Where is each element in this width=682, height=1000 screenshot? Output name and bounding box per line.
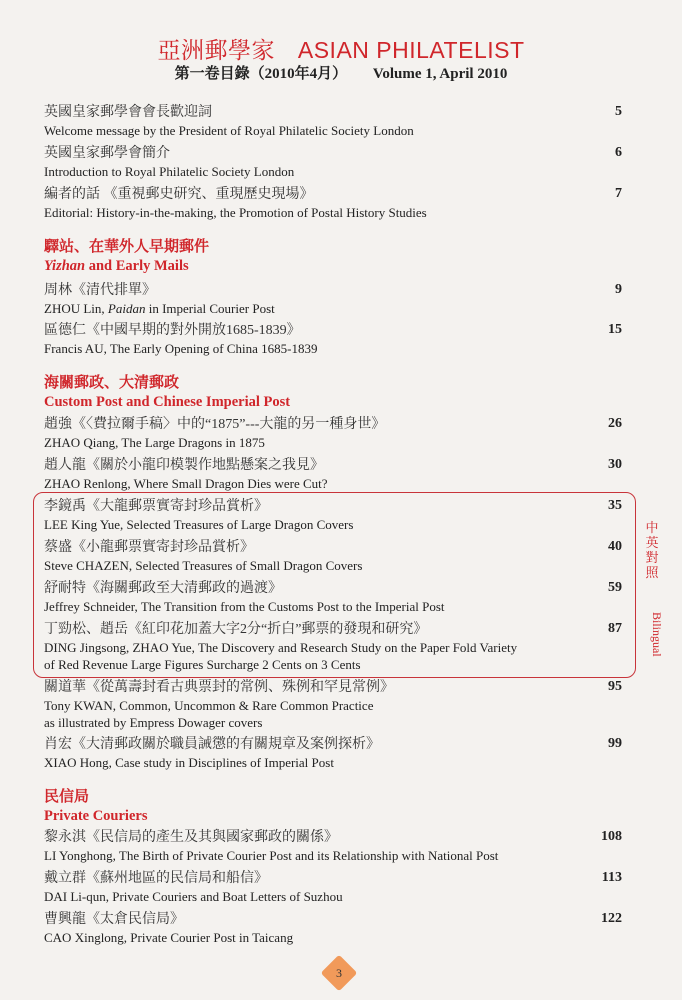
entry-title-en: Editorial: History-in-the-making, the Promotion of Postal History Studies	[44, 205, 427, 220]
toc-entry[interactable]	[44, 104, 634, 139]
entry-page-number: 108	[601, 829, 622, 844]
entry-title-zh: 蔡盛《小龍郵票實寄封珍品賞析》	[44, 540, 254, 555]
entry-title-en: DAI Li-qun, Private Couriers and Boat Letters of Suzhou	[44, 889, 343, 904]
toc-entry[interactable]	[44, 539, 634, 574]
entry-page-number: 99	[608, 736, 622, 751]
section-heading-zh: 驛站、在華外人早期郵件	[44, 239, 210, 255]
toc-entry[interactable]	[44, 736, 634, 771]
section-heading-custom-post	[44, 373, 634, 412]
toc-entry[interactable]	[44, 911, 634, 946]
section-heading-en: Custom Post and Chinese Imperial Post	[44, 394, 291, 410]
entry-page-number: 26	[608, 416, 622, 431]
toc-entry[interactable]	[44, 679, 634, 731]
section-heading-private-couriers	[44, 787, 634, 826]
entry-title-zh: 黎永淇《民信局的產生及其與國家郵政的關係》	[44, 830, 338, 845]
toc-entry[interactable]	[44, 282, 634, 317]
entry-title-en: LEE King Yue, Selected Treasures of Large Dragon Covers	[44, 517, 354, 532]
entry-page-number: 113	[601, 870, 622, 885]
entry-title-zh: 曹興龍《太倉民信局》	[44, 912, 184, 927]
section-heading-en-text: and Early Mails	[88, 258, 189, 274]
entry-title-en: Francis AU, The Early Opening of China 1685-1839	[44, 341, 318, 356]
entry-title-en: DING Jingsong, ZHAO Yue, The Discovery and Research Study on the Paper Fold Variety	[44, 640, 518, 655]
entry-title-en	[44, 300, 634, 317]
toc-entry[interactable]	[44, 186, 634, 221]
section-heading-zh: 海關郵政、大清郵政	[44, 375, 180, 391]
entry-title-en: Welcome message by the President of Royal Philatelic Society London	[44, 123, 414, 138]
entry-page-number: 5	[615, 104, 622, 119]
journal-title	[0, 32, 682, 65]
toc-entry[interactable]	[44, 145, 634, 180]
entry-title-zh: 戴立群《蘇州地區的民信局和船信》	[44, 871, 268, 886]
entry-title-zh: 編者的話 《重視郵史研究、重現歷史現場》	[44, 187, 314, 202]
entry-title-zh: 趙強《〈費拉爾手稿〉中的“1875”---大龍的另一種身世》	[44, 417, 386, 432]
section-heading-italic: Yizhan	[44, 258, 86, 274]
entry-title-zh: 趙人龍《關於小龍印模製作地點懸案之我見》	[44, 458, 324, 473]
entry-title-zh: 丁勁松、趙岳《紅印花加蓋大字2分“折白”郵票的發現和研究》	[44, 622, 428, 637]
toc-entry[interactable]	[44, 621, 634, 673]
toc-entry[interactable]	[44, 580, 634, 615]
entry-author: ZHOU Lin,	[44, 301, 105, 316]
entry-page-number: 59	[608, 580, 622, 595]
entry-italic-term: Paidan	[107, 301, 146, 316]
toc-entry[interactable]	[44, 870, 634, 905]
entry-page-number: 15	[608, 322, 622, 337]
entry-page-number: 95	[608, 679, 622, 694]
entry-title-en: Tony KWAN, Common, Uncommon & Rare Common Practice	[44, 698, 374, 713]
entry-title-zh: 肖宏《大清郵政關於職員誡懲的有關規章及案例探析》	[44, 737, 380, 752]
section-heading-yizhan	[44, 237, 634, 276]
entry-title-en-continued: as illustrated by Empress Dowager covers	[44, 715, 263, 730]
toc-entry[interactable]	[44, 457, 634, 492]
entry-title-zh: 區德仁《中國早期的對外開放1685-1839》	[44, 323, 301, 338]
entry-page-number: 7	[615, 186, 622, 201]
entry-page-number: 6	[615, 145, 622, 160]
entry-title-en: ZHAO Renlong, Where Small Dragon Dies were Cut?	[44, 476, 328, 491]
entry-title-zh: 關道華《從萬壽封看古典票封的常例、殊例和罕見常例》	[44, 680, 394, 695]
entry-page-number: 87	[608, 621, 622, 636]
entry-page-number: 40	[608, 539, 622, 554]
entry-title-en: XIAO Hong, Case study in Disciplines of Imperial Post	[44, 755, 334, 770]
bilingual-label-en: Bilingual	[650, 612, 664, 657]
page-number: 3	[336, 966, 342, 980]
toc-entry[interactable]	[44, 829, 634, 864]
volume-subtitle-zh: 第一卷目錄（2010年4月）	[174, 66, 348, 82]
entry-title-zh: 李鏡禹《大龍郵票實寄封珍品賞析》	[44, 499, 268, 514]
journal-title-zh: 亞洲郵學家	[157, 37, 275, 63]
entry-title-en: Introduction to Royal Philatelic Society London	[44, 164, 295, 179]
toc-entry[interactable]	[44, 322, 634, 357]
entry-title-rest: in Imperial Courier Post	[148, 301, 275, 316]
entry-page-number: 30	[608, 457, 622, 472]
entry-page-number: 35	[608, 498, 622, 513]
entry-title-zh: 舒耐特《海關郵政至大清郵政的過渡》	[44, 581, 282, 596]
entry-title-en-continued: of Red Revenue Large Figures Surcharge 2 Cents on 3 Cents	[44, 657, 361, 672]
volume-subtitle	[0, 62, 682, 83]
entry-page-number: 122	[601, 911, 622, 926]
entry-title-zh: 英國皇家郵學會會長歡迎詞	[44, 105, 212, 120]
entry-title-en: ZHAO Qiang, The Large Dragons in 1875	[44, 435, 265, 450]
page-number-badge	[321, 955, 358, 992]
entry-page-number: 9	[615, 282, 622, 297]
entry-title-zh: 周林《清代排單》	[44, 283, 156, 298]
section-heading-en	[44, 257, 634, 276]
toc-entry[interactable]	[44, 498, 634, 533]
bilingual-label-zh: 中英對照	[645, 520, 659, 580]
volume-subtitle-en: Volume 1, April 2010	[372, 66, 508, 82]
section-heading-en: Private Couriers	[44, 808, 148, 824]
entry-title-en: CAO Xinglong, Private Courier Post in Taicang	[44, 930, 294, 945]
toc-entry[interactable]	[44, 416, 634, 451]
section-heading-zh: 民信局	[44, 789, 90, 805]
entry-title-en: Steve CHAZEN, Selected Treasures of Small Dragon Covers	[44, 558, 363, 573]
entry-title-en: Jeffrey Schneider, The Transition from the Customs Post to the Imperial Post	[44, 599, 445, 614]
entry-title-zh: 英國皇家郵學會簡介	[44, 146, 170, 161]
journal-title-en: ASIAN PHILATELIST	[297, 37, 525, 63]
entry-title-en: LI Yonghong, The Birth of Private Courier Post and its Relationship with National Post	[44, 848, 499, 863]
